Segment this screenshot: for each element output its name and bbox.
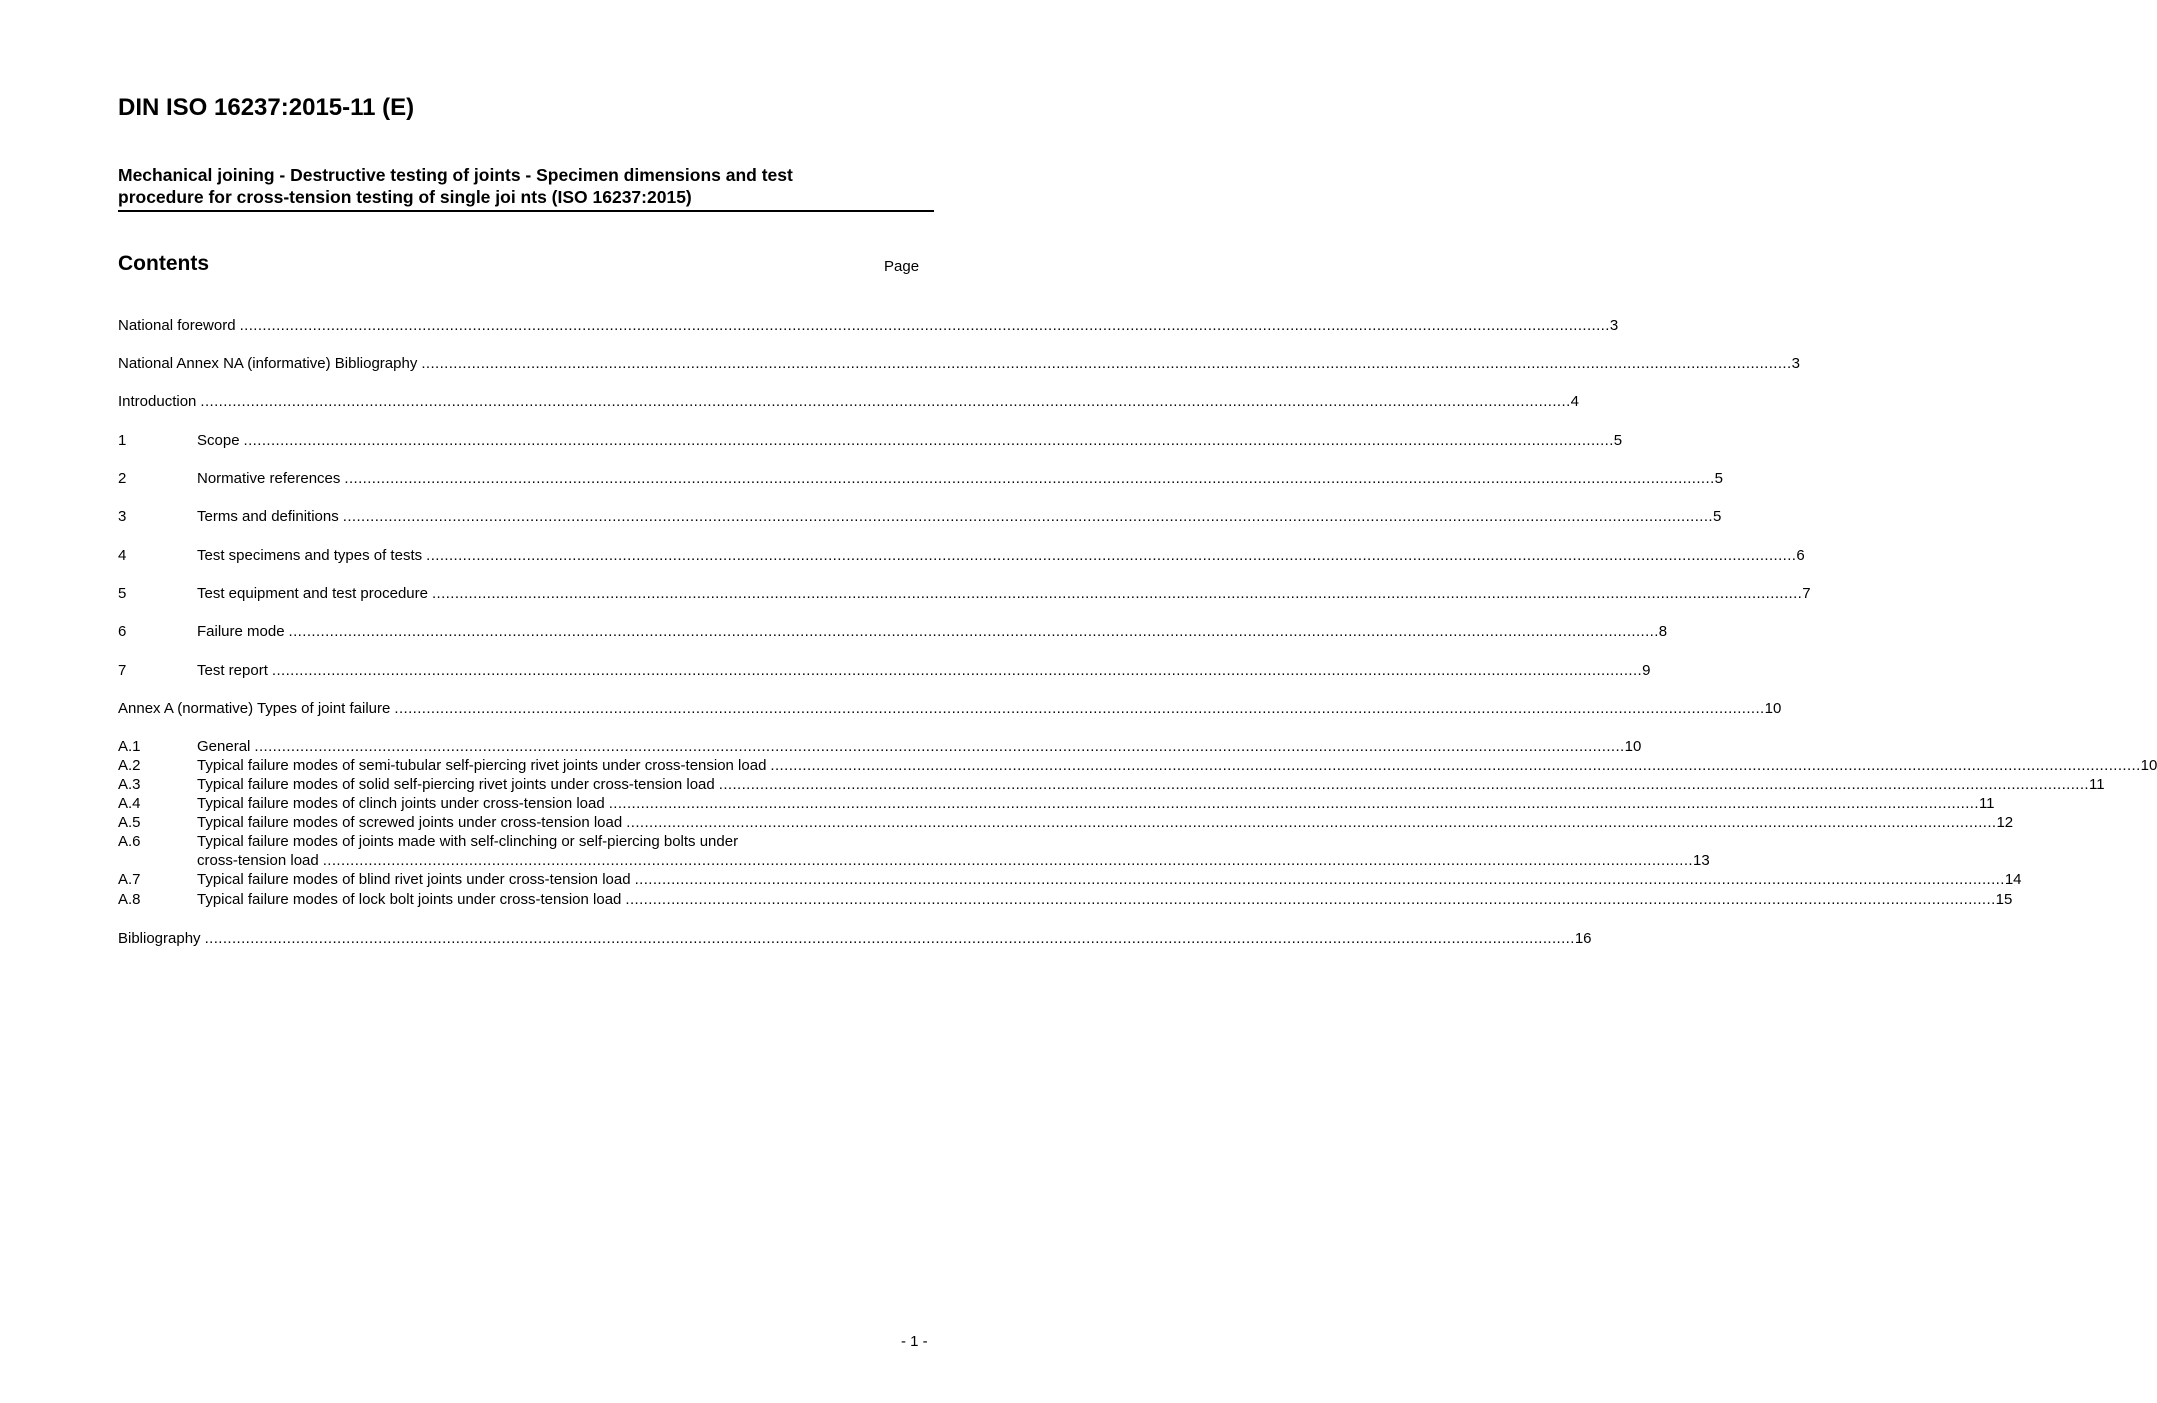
toc-entry-title: Typical failure modes of clinch joints under cross-tension load bbox=[197, 795, 605, 812]
toc-entry-title: Scope bbox=[197, 432, 240, 449]
toc-entry-number: A.6 bbox=[118, 833, 141, 850]
toc-entry-normative-references[interactable] bbox=[118, 469, 1723, 488]
toc-entry-title: Introduction bbox=[118, 393, 197, 410]
toc-entry-page: 6 bbox=[1796, 547, 1805, 564]
page-number: - 1 - bbox=[901, 1333, 928, 1350]
toc-entry-number: 5 bbox=[118, 585, 127, 602]
toc-entry-title: Typical failure modes of blind rivet joints under cross-tension load bbox=[197, 871, 631, 888]
toc-entry-national-annex[interactable] bbox=[118, 354, 1800, 373]
toc-entry-failure-mode[interactable] bbox=[118, 622, 1668, 641]
toc-entry-test-specimens[interactable] bbox=[118, 546, 1805, 565]
toc-entry-title: Normative references bbox=[197, 470, 341, 487]
toc-entry-title-line-2: cross-tension load bbox=[197, 852, 319, 869]
toc-entry-a1[interactable] bbox=[118, 737, 1642, 756]
dot-leader: ............................................................................................................................................................................................................................................................................................................ bbox=[608, 795, 1979, 812]
toc-entry-number: 4 bbox=[118, 547, 127, 564]
document-title-line-2: procedure for cross-tension testing of single joi nts (ISO 16237:2015) bbox=[118, 187, 692, 207]
dot-leader: ............................................................................................................................................................................................................................................................................................................ bbox=[239, 317, 1610, 334]
toc-entry-annex-a[interactable] bbox=[118, 699, 1782, 718]
toc-entry-number: 1 bbox=[118, 432, 127, 449]
toc-entry-number: 6 bbox=[118, 623, 127, 640]
toc-entry-title: General bbox=[197, 738, 251, 755]
page-column-label: Page bbox=[884, 258, 920, 275]
toc-entry-title: Typical failure modes of lock bolt joints under cross-tension load bbox=[197, 891, 622, 908]
toc-entry-introduction[interactable] bbox=[118, 392, 1579, 411]
toc-entry-page: 5 bbox=[1613, 432, 1623, 449]
toc-entry-page: 9 bbox=[1642, 662, 1651, 679]
toc-entry-a2[interactable] bbox=[118, 756, 2157, 775]
dot-leader: ............................................................................................................................................................................................................................................................................................................ bbox=[394, 700, 1765, 717]
dot-leader: ............................................................................................................................................................................................................................................................................................................ bbox=[426, 547, 1797, 564]
toc-entry-number: 7 bbox=[118, 662, 127, 679]
toc-entry-page: 10 bbox=[2140, 757, 2157, 774]
dot-leader: ............................................................................................................................................................................................................................................................................................................ bbox=[718, 776, 2089, 793]
toc-entry-a7[interactable] bbox=[118, 870, 2022, 889]
dot-leader: ............................................................................................................................................................................................................................................................................................................ bbox=[254, 738, 1625, 755]
document-id: DIN ISO 16237:2015-11 (E) bbox=[118, 94, 415, 121]
toc-entry-number: A.4 bbox=[118, 795, 141, 812]
toc-entry-scope[interactable] bbox=[118, 431, 1623, 450]
toc-entry-test-report[interactable] bbox=[118, 661, 1651, 680]
contents-heading: Contents bbox=[118, 252, 209, 275]
toc-entry-number: 3 bbox=[118, 508, 127, 525]
toc-entry-title: Typical failure modes of solid self-piercing rivet joints under cross-tension load bbox=[197, 776, 715, 793]
dot-leader: ............................................................................................................................................................................................................................................................................................................ bbox=[243, 432, 1614, 449]
toc-entry-a6[interactable] bbox=[118, 832, 1710, 870]
dot-leader: ............................................................................................................................................................................................................................................................................................................ bbox=[271, 662, 1643, 679]
toc-entry-test-equipment[interactable] bbox=[118, 584, 1811, 603]
toc-entry-title: Typical failure modes of screwed joints under cross-tension load bbox=[197, 814, 623, 831]
toc-entry-terms-definitions[interactable] bbox=[118, 507, 1722, 526]
toc-entry-page: 13 bbox=[1692, 852, 1710, 869]
toc-entry-title: Test equipment and test procedure bbox=[197, 585, 428, 602]
toc-entry-title: Annex A (normative) Types of joint failure bbox=[118, 700, 391, 717]
toc-entry-page: 10 bbox=[1764, 700, 1782, 717]
toc-entry-page: 16 bbox=[1574, 930, 1592, 947]
toc-entry-a4[interactable] bbox=[118, 794, 1995, 813]
toc-entry-title: National foreword bbox=[118, 317, 236, 334]
dot-leader: ............................................................................................................................................................................................................................................................................................................ bbox=[344, 470, 1715, 487]
dot-leader: ............................................................................................................................................................................................................................................................................................................ bbox=[770, 757, 2141, 774]
toc-entry-number: A.7 bbox=[118, 871, 141, 888]
toc-entry-number: A.2 bbox=[118, 757, 141, 774]
document-title-line-1: Mechanical joining - Destructive testing of joints - Specimen dimensions and test bbox=[118, 165, 793, 185]
toc-entry-page: 5 bbox=[1714, 470, 1723, 487]
dot-leader: ............................................................................................................................................................................................................................................................................................................ bbox=[342, 508, 1713, 525]
dot-leader: ............................................................................................................................................................................................................................................................................................................ bbox=[625, 891, 1996, 908]
toc-entry-page: 11 bbox=[2089, 776, 2105, 793]
toc-entry-number: A.8 bbox=[118, 891, 141, 908]
toc-entry-title-line-1: Typical failure modes of joints made with self-clinching or self-piercing bolts under bbox=[197, 833, 739, 850]
dot-leader: ............................................................................................................................................................................................................................................................................................................ bbox=[288, 623, 1659, 640]
toc-entry-a5[interactable] bbox=[118, 813, 2014, 832]
toc-entry-title: Test specimens and types of tests bbox=[197, 547, 423, 564]
toc-entry-page: 3 bbox=[1791, 355, 1800, 372]
toc-entry-national-foreword[interactable] bbox=[118, 316, 1619, 335]
toc-entry-number: A.5 bbox=[118, 814, 141, 831]
toc-entry-a8[interactable] bbox=[118, 890, 2013, 909]
toc-entry-page: 11 bbox=[1978, 795, 1995, 812]
dot-leader: ............................................................................................................................................................................................................................................................................................................ bbox=[204, 930, 1575, 947]
dot-leader: ............................................................................................................................................................................................................................................................................................................ bbox=[322, 852, 1693, 869]
toc-entry-bibliography[interactable] bbox=[118, 929, 1592, 948]
toc-entry-page: 7 bbox=[1802, 585, 1811, 602]
dot-leader: ............................................................................................................................................................................................................................................................................................................ bbox=[421, 355, 1792, 372]
toc-entry-page: 4 bbox=[1570, 393, 1579, 410]
toc-entry-page: 12 bbox=[1996, 814, 2014, 831]
toc-entry-title: Typical failure modes of semi-tubular self-piercing rivet joints under cross-tension load bbox=[197, 757, 767, 774]
toc-entry-page: 15 bbox=[1995, 891, 2013, 908]
toc-entry-title: Failure mode bbox=[197, 623, 285, 640]
toc-entry-page: 3 bbox=[1609, 317, 1619, 334]
toc-entry-page: 8 bbox=[1658, 623, 1668, 640]
toc-entry-title: National Annex NA (informative) Bibliography bbox=[118, 355, 418, 372]
toc-entry-page: 14 bbox=[2004, 871, 2022, 888]
toc-entry-title: Test report bbox=[197, 662, 268, 679]
dot-leader: ............................................................................................................................................................................................................................................................................................................ bbox=[200, 393, 1571, 410]
toc-entry-page: 5 bbox=[1713, 508, 1722, 525]
document-title bbox=[118, 164, 934, 212]
dot-leader: ............................................................................................................................................................................................................................................................................................................ bbox=[431, 585, 1803, 602]
dot-leader: ............................................................................................................................................................................................................................................................................................................ bbox=[634, 871, 2005, 888]
toc-entry-number: A.1 bbox=[118, 738, 141, 755]
toc-entry-a3[interactable] bbox=[118, 775, 2105, 794]
toc-entry-title: Bibliography bbox=[118, 930, 201, 947]
toc-entry-page: 10 bbox=[1624, 738, 1642, 755]
toc-entry-number: A.3 bbox=[118, 776, 141, 793]
dot-leader: ............................................................................................................................................................................................................................................................................................................ bbox=[626, 814, 1997, 831]
toc-entry-number: 2 bbox=[118, 470, 127, 487]
toc-entry-title: Terms and definitions bbox=[197, 508, 339, 525]
